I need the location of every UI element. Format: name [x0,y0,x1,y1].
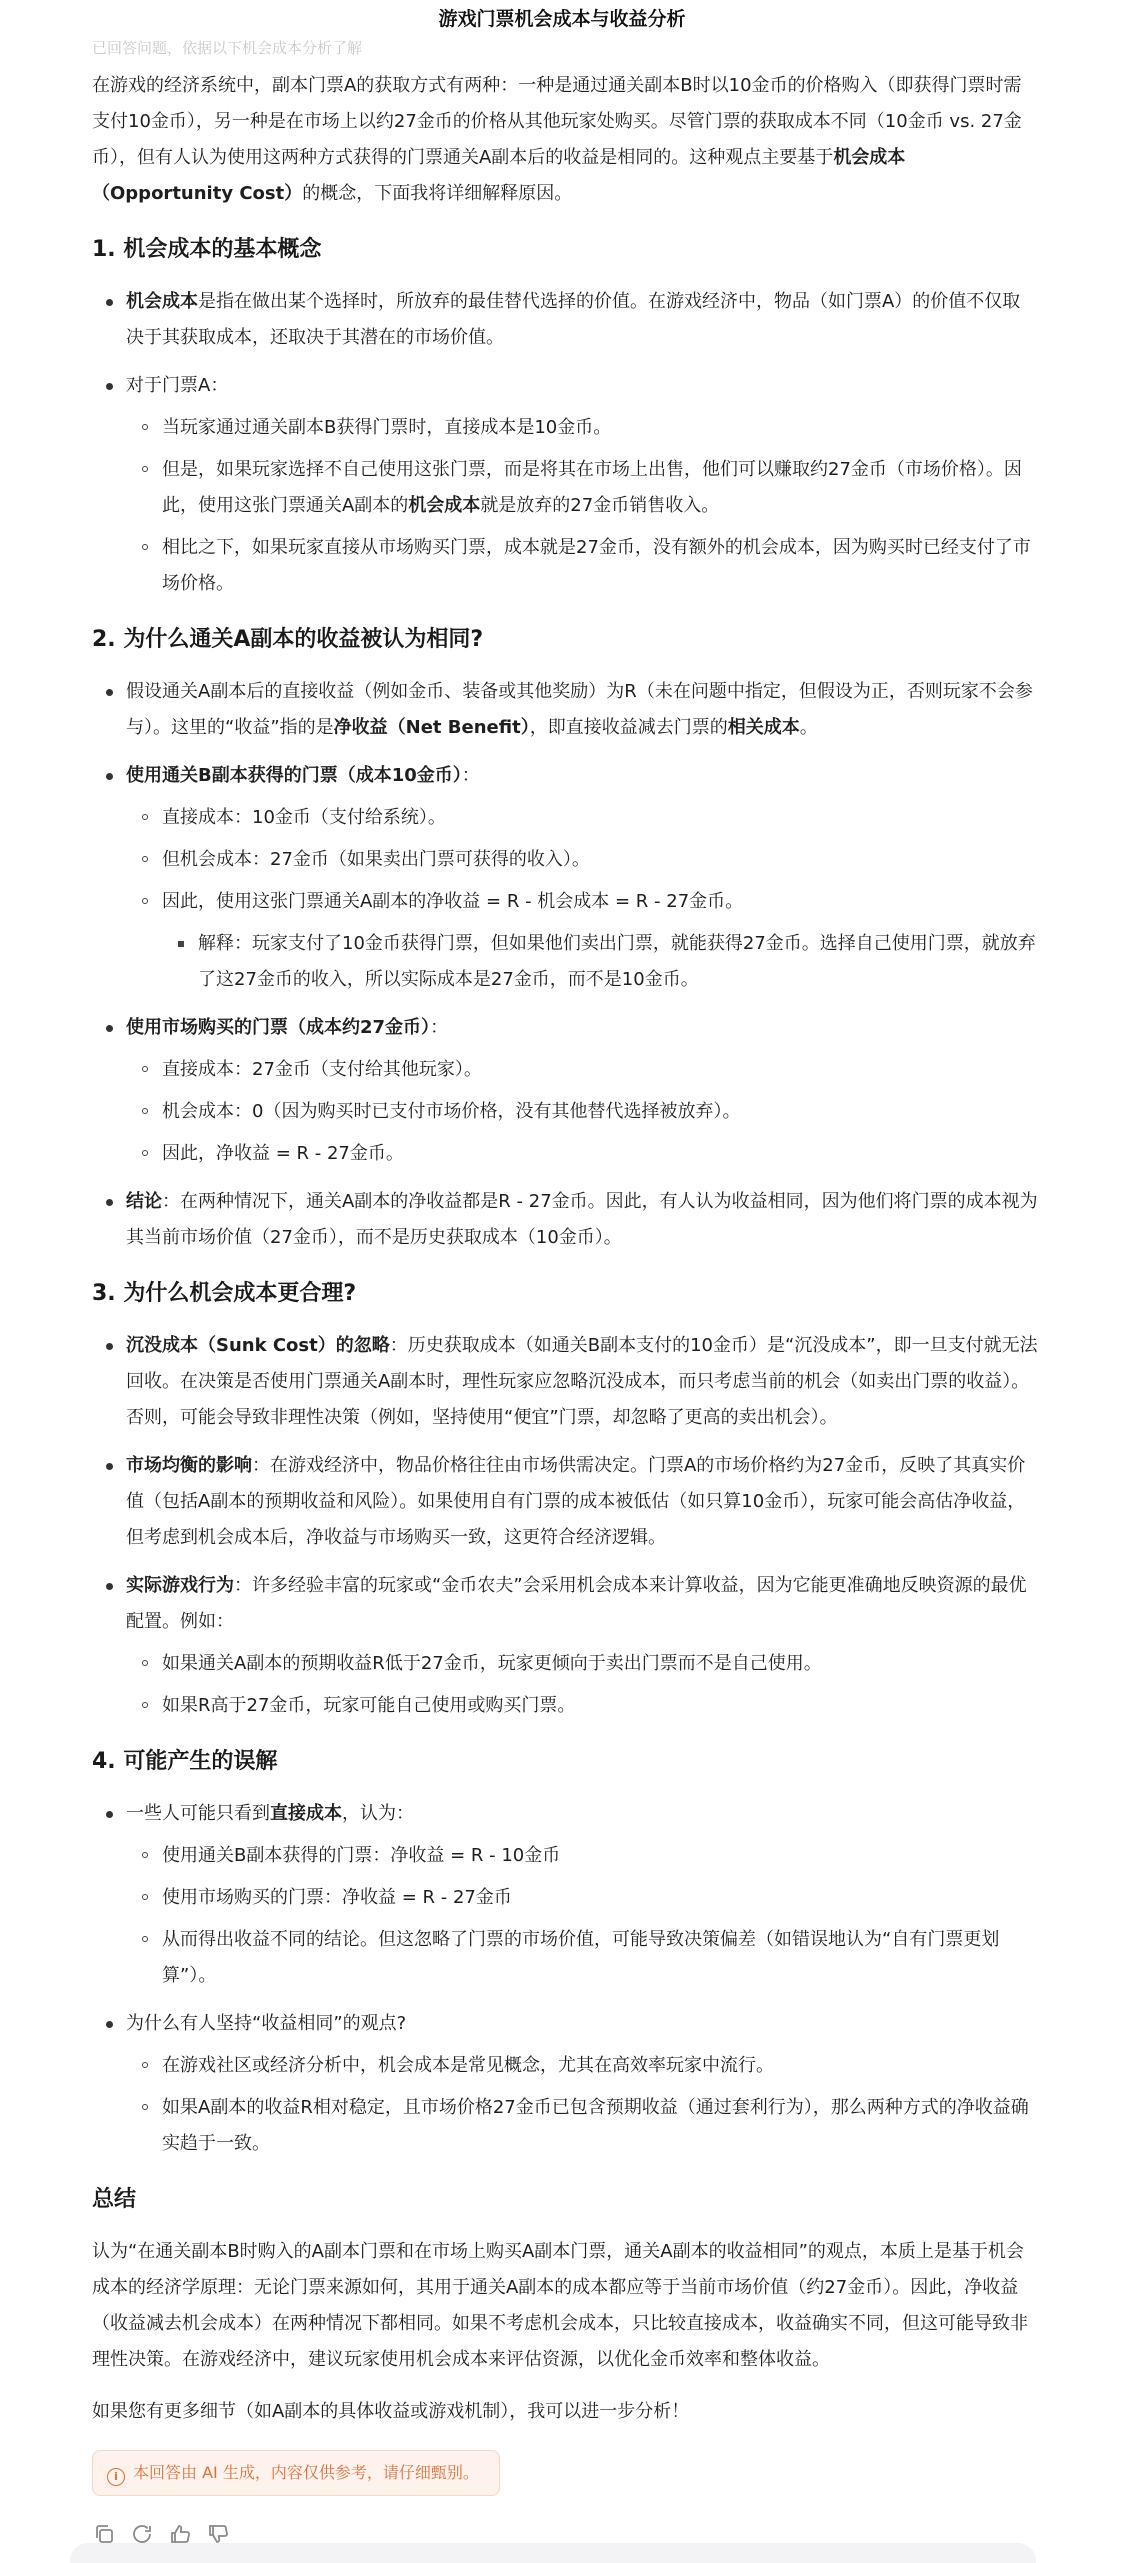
followup-paragraph: 如果您有更多细节（如A副本的具体收益或游戏机制），我可以进一步分析！ [92,2401,690,2422]
text-run: ：在游戏经济中，物品价格往往由市场供需决定。门票A的市场价格约为27金币，反映了其真实价值（包括A副本的预期收益和风险）。如果使用自有门票的成本被低估（如只算10金币），玩家可能会高估净收益，但考虑到机会成本后，净收益与市场购买一致，这更符合经济逻辑。 [126,1455,1026,1548]
bold-text: 使用通关B副本获得的门票（成本10金币） [126,765,462,786]
list-item [126,1922,1038,1994]
bullet-list [92,674,1038,1256]
list-item [92,284,1038,356]
list-item [92,1328,1038,1436]
ai-disclaimer [92,2450,500,2496]
list-item [126,800,1038,836]
bold-text: 机会成本（Opportunity Cost） [92,147,906,204]
text-run: 直接成本：27金币（支付给其他玩家）。 [162,1059,482,1080]
answer-content [92,68,1038,2496]
text-run: ： [461,765,480,786]
list-item [126,1094,1038,1130]
list-item [126,1646,1038,1682]
list-item [126,884,1038,998]
list-item [92,1010,1038,1172]
text-run: 如果通关A副本的预期收益R低于27金币，玩家更倾向于卖出门票而不是自己使用。 [162,1653,822,1674]
text-run: ：在两种情况下，通关A副本的净收益都是R - 27金币。因此，有人认为收益相同，因为他们将门票的成本视为其当前市场价值（27金币），而不是历史获取成本（10金币）。 [126,1191,1038,1248]
summary-paragraph: 认为“在通关副本B时购入的A副本门票和在市场上购买A副本门票，通关A副本的收益相同”的观点，本质上是基于机会成本的经济学原理：无论门票来源如何，其用于通关A副本的成本都应等于当前市场价值（约27金币）。因此，净收益（收益减去机会成本）在两种情况下都相同。如果不考虑机会成本，只比较直接成本，收益确实不同，但这可能导致非理性决策。在游戏经济中，建议玩家使用机会成本来评估资源，以优化金币效率和整体收益。 [92,2241,1028,2370]
bold-text: 市场均衡的影响 [126,1455,252,1476]
list-item [92,368,1038,602]
list-item [92,1568,1038,1724]
bold-text: 使用市场购买的门票（成本约27金币） [126,1017,431,1038]
bullet-list [126,410,1038,602]
text-run: 因此，净收益 = R - 27金币。 [162,1143,404,1164]
text-run: ，认为： [342,1803,414,1824]
text-run: ，即直接收益减去门票的 [529,717,728,738]
faded-header-text: 已回答问题，依据以下机会成本分析了解 [92,39,363,57]
section-heading: 4. 可能产生的误解 [92,1749,278,1774]
text-run: 为什么有人坚持“收益相同”的观点? [126,2013,407,2034]
bold-text: 直接成本 [270,1803,342,1824]
bullet-list [162,926,1038,998]
list-item [126,2048,1038,2084]
list-item [126,1838,1038,1874]
text-run: 但机会成本：27金币（如果卖出门票可获得的收入）。 [162,849,590,870]
bullet-list [126,2048,1038,2162]
text-run: 如果R高于27金币，玩家可能自己使用或购买门票。 [162,1695,576,1716]
bullet-list [126,800,1038,998]
bold-text: 相关成本 [727,717,800,738]
text-run: 因此，使用这张门票通关A副本的净收益 = R - 机会成本 = R - 27金币。 [162,891,744,912]
text-run: 使用通关B副本获得的门票：净收益 = R - 10金币 [162,1845,561,1866]
list-item [126,842,1038,878]
bold-text: 机会成本 [126,291,198,312]
bullet-list [92,1328,1038,1724]
bold-text: 沉没成本（Sunk Cost）的忽略 [126,1335,390,1356]
bullet-list [126,1646,1038,1724]
list-item [126,1136,1038,1172]
text-run: 但是，如果玩家选择不自己使用这张门票，而是将其在市场上出售，他们可以赚取约27金币（市场价格）。因此，使用这张门票通关A副本的 [162,459,1022,516]
list-item [92,1184,1038,1256]
list-item [126,410,1038,446]
text-run: 使用市场购买的门票：净收益 = R - 27金币 [162,1887,512,1908]
bold-text: 结论 [126,1191,162,1212]
list-item [126,452,1038,524]
text-run: 当玩家通过通关副本B获得门票时，直接成本是10金币。 [162,417,612,438]
chat-input-bar[interactable] [70,2543,1036,2563]
bold-text: 机会成本 [408,495,481,516]
info-icon: i [107,2468,125,2486]
text-run: 相比之下，如果玩家直接从市场购买门票，成本就是27金币，没有额外的机会成本，因为购买时已经支付了市场价格。 [162,537,1031,594]
list-item [92,758,1038,998]
text-run: 在游戏的经济系统中，副本门票A的获取方式有两种：一种是通过通关副本B时以10金币的价格购入（即获得门票时需支付10金币），另一种是在市场上以约27金币的价格从其他玩家处购买。尽管门票的获取成本不同（10金币 vs. 27金币），但有人认为使用这两种方式获得的门票通关A副本后的收益是相同的。这种观点主要基于 [92,75,1022,168]
summary-heading: 总结 [92,2187,137,2212]
text-run: 如果A副本的收益R相对稳定，且市场价格27金币已包含预期收益（通过套利行为），那么两种方式的净收益确实趋于一致。 [162,2097,1029,2154]
text-run: 的概念，下面我将详细解释原因。 [302,183,573,204]
text-run: 从而得出收益不同的结论。但这忽略了门票的市场价值，可能导致决策偏差（如错误地认为“自有门票更划算”）。 [162,1929,1000,1986]
bold-text: 实际游戏行为 [126,1575,234,1596]
text-run: 解释：玩家支付了10金币获得门票，但如果他们卖出门票，就能获得27金币。选择自己使用门票，就放弃了这27金币的收入，所以实际成本是27金币，而不是10金币。 [198,933,1036,990]
list-item [92,1796,1038,1994]
list-item [126,1688,1038,1724]
text-run: 一些人可能只看到 [126,1803,270,1824]
list-item [92,2006,1038,2162]
section-heading: 3. 为什么机会成本更合理? [92,1281,357,1306]
list-item [92,1448,1038,1556]
bullet-list [126,1052,1038,1172]
text-run: ： [430,1017,449,1038]
list-item [126,530,1038,602]
bullet-list [92,1796,1038,2162]
bullet-list [126,1838,1038,1994]
list-item [126,2090,1038,2162]
section-heading: 2. 为什么通关A副本的收益被认为相同? [92,627,484,652]
text-run: 是指在做出某个选择时，所放弃的最佳替代选择的价值。在游戏经济中，物品（如门票A）的价值不仅取决于其获取成本，还取决于其潜在的市场价值。 [126,291,1021,348]
section-heading: 1. 机会成本的基本概念 [92,237,322,262]
text-run: 对于门票A： [126,375,229,396]
page-title: 游戏门票机会成本与收益分析 [0,0,1124,38]
ai-disclaimer-text: 本回答由 AI 生成，内容仅供参考，请仔细甄别。 [133,2463,479,2482]
text-run: 机会成本：0（因为购买时已支付市场价格，没有其他替代选择被放弃）。 [162,1101,741,1122]
text-run: 就是放弃的27金币销售收入。 [480,495,720,516]
text-run: 在游戏社区或经济分析中，机会成本是常见概念，尤其在高效率玩家中流行。 [162,2055,774,2076]
text-run: 假设通关A副本后的直接收益（例如金币、装备或其他奖励）为R（未在问题中指定，但假设为正，否则玩家不会参与）。这里的“收益”指的是 [126,681,1033,738]
text-run: ：许多经验丰富的玩家或“金币农夫”会采用机会成本来计算收益，因为它能更准确地反映资源的最优配置。例如： [126,1575,1027,1632]
text-run: ：历史获取成本（如通关B副本支付的10金币）是“沉没成本”，即一旦支付就无法回收。在决策是否使用门票通关A副本时，理性玩家应忽略沉没成本，而只考虑当前的机会（如卖出门票的收益）。否则，可能会导致非理性决策（例如，坚持使用“便宜”门票，却忽略了更高的卖出机会）。 [126,1335,1038,1428]
list-item [92,674,1038,746]
list-item [126,1052,1038,1088]
text-run: 直接成本：10金币（支付给系统）。 [162,807,446,828]
intro-paragraph [92,68,1038,212]
text-run: 。 [799,717,818,738]
list-item [126,1880,1038,1916]
bullet-list [92,284,1038,602]
list-item [162,926,1038,998]
bold-text: 净收益（Net Benefit） [333,717,530,738]
